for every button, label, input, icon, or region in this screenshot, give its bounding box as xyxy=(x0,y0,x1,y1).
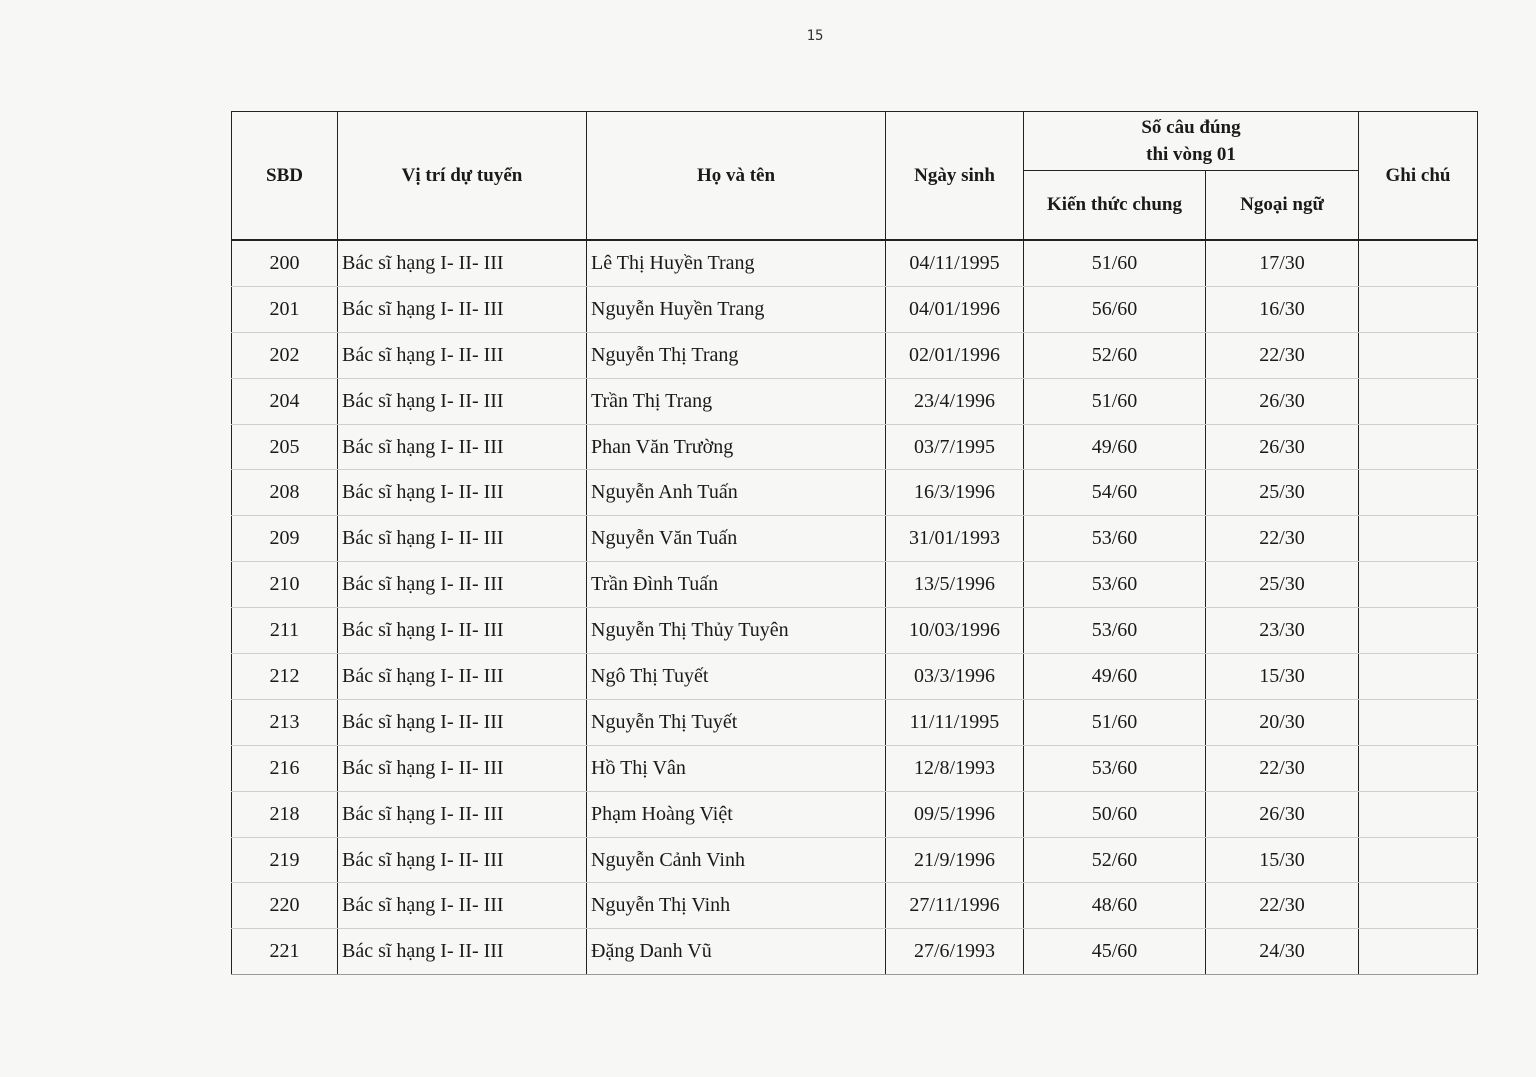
cell-sbd: 221 xyxy=(232,929,338,975)
cell-position: Bác sĩ hạng I- II- III xyxy=(338,791,587,837)
cell-general-knowledge: 49/60 xyxy=(1024,424,1206,470)
cell-note xyxy=(1359,562,1478,608)
cell-dob: 12/8/1993 xyxy=(886,745,1024,791)
cell-note xyxy=(1359,286,1478,332)
cell-sbd: 211 xyxy=(232,608,338,654)
cell-dob: 27/11/1996 xyxy=(886,883,1024,929)
cell-general-knowledge: 51/60 xyxy=(1024,240,1206,286)
cell-name: Trần Đình Tuấn xyxy=(587,562,886,608)
cell-position: Bác sĩ hạng I- II- III xyxy=(338,240,587,286)
results-table-container xyxy=(231,111,1477,975)
cell-dob: 04/11/1995 xyxy=(886,240,1024,286)
cell-note xyxy=(1359,378,1478,424)
results-table xyxy=(231,111,1478,975)
cell-position: Bác sĩ hạng I- II- III xyxy=(338,470,587,516)
cell-sbd: 208 xyxy=(232,470,338,516)
cell-foreign-language: 15/30 xyxy=(1206,837,1359,883)
cell-general-knowledge: 45/60 xyxy=(1024,929,1206,975)
table-row xyxy=(232,745,1478,791)
header-foreign-language: Ngoại ngữ xyxy=(1206,171,1359,241)
table-row xyxy=(232,654,1478,700)
cell-position: Bác sĩ hạng I- II- III xyxy=(338,654,587,700)
cell-dob: 27/6/1993 xyxy=(886,929,1024,975)
cell-general-knowledge: 48/60 xyxy=(1024,883,1206,929)
cell-general-knowledge: 53/60 xyxy=(1024,516,1206,562)
cell-dob: 23/4/1996 xyxy=(886,378,1024,424)
cell-position: Bác sĩ hạng I- II- III xyxy=(338,883,587,929)
cell-foreign-language: 23/30 xyxy=(1206,608,1359,654)
cell-name: Phạm Hoàng Việt xyxy=(587,791,886,837)
cell-foreign-language: 17/30 xyxy=(1206,240,1359,286)
cell-sbd: 220 xyxy=(232,883,338,929)
cell-general-knowledge: 56/60 xyxy=(1024,286,1206,332)
cell-position: Bác sĩ hạng I- II- III xyxy=(338,516,587,562)
header-general-knowledge: Kiến thức chung xyxy=(1024,171,1206,241)
cell-general-knowledge: 52/60 xyxy=(1024,332,1206,378)
page-number: 15 xyxy=(806,28,824,44)
table-body xyxy=(232,240,1478,975)
cell-dob: 31/01/1993 xyxy=(886,516,1024,562)
cell-foreign-language: 25/30 xyxy=(1206,562,1359,608)
cell-position: Bác sĩ hạng I- II- III xyxy=(338,699,587,745)
cell-note xyxy=(1359,470,1478,516)
cell-foreign-language: 15/30 xyxy=(1206,654,1359,700)
cell-name: Ngô Thị Tuyết xyxy=(587,654,886,700)
header-name: Họ và tên xyxy=(587,112,886,241)
cell-name: Nguyễn Thị Trang xyxy=(587,332,886,378)
cell-dob: 16/3/1996 xyxy=(886,470,1024,516)
cell-foreign-language: 26/30 xyxy=(1206,424,1359,470)
cell-position: Bác sĩ hạng I- II- III xyxy=(338,562,587,608)
table-row xyxy=(232,286,1478,332)
cell-name: Phan Văn Trường xyxy=(587,424,886,470)
table-header xyxy=(232,112,1478,241)
cell-general-knowledge: 51/60 xyxy=(1024,699,1206,745)
cell-position: Bác sĩ hạng I- II- III xyxy=(338,378,587,424)
cell-sbd: 219 xyxy=(232,837,338,883)
cell-dob: 03/7/1995 xyxy=(886,424,1024,470)
table-row xyxy=(232,837,1478,883)
table-row xyxy=(232,699,1478,745)
table-row xyxy=(232,470,1478,516)
cell-dob: 03/3/1996 xyxy=(886,654,1024,700)
cell-name: Hồ Thị Vân xyxy=(587,745,886,791)
cell-dob: 02/01/1996 xyxy=(886,332,1024,378)
cell-note xyxy=(1359,516,1478,562)
cell-sbd: 209 xyxy=(232,516,338,562)
cell-sbd: 204 xyxy=(232,378,338,424)
cell-foreign-language: 22/30 xyxy=(1206,516,1359,562)
cell-foreign-language: 16/30 xyxy=(1206,286,1359,332)
cell-foreign-language: 22/30 xyxy=(1206,332,1359,378)
cell-position: Bác sĩ hạng I- II- III xyxy=(338,424,587,470)
table-row xyxy=(232,883,1478,929)
cell-sbd: 202 xyxy=(232,332,338,378)
cell-dob: 11/11/1995 xyxy=(886,699,1024,745)
cell-name: Nguyễn Cảnh Vinh xyxy=(587,837,886,883)
table-row xyxy=(232,378,1478,424)
table-row xyxy=(232,608,1478,654)
cell-foreign-language: 25/30 xyxy=(1206,470,1359,516)
cell-sbd: 205 xyxy=(232,424,338,470)
cell-name: Đặng Danh Vũ xyxy=(587,929,886,975)
table-row xyxy=(232,929,1478,975)
cell-sbd: 216 xyxy=(232,745,338,791)
cell-dob: 09/5/1996 xyxy=(886,791,1024,837)
cell-name: Nguyễn Huyền Trang xyxy=(587,286,886,332)
cell-foreign-language: 22/30 xyxy=(1206,745,1359,791)
cell-note xyxy=(1359,883,1478,929)
cell-note xyxy=(1359,240,1478,286)
cell-position: Bác sĩ hạng I- II- III xyxy=(338,745,587,791)
header-dob: Ngày sinh xyxy=(886,112,1024,241)
table-row xyxy=(232,791,1478,837)
cell-general-knowledge: 50/60 xyxy=(1024,791,1206,837)
header-position: Vị trí dự tuyển xyxy=(338,112,587,241)
table-row xyxy=(232,332,1478,378)
cell-note xyxy=(1359,424,1478,470)
cell-foreign-language: 24/30 xyxy=(1206,929,1359,975)
cell-note xyxy=(1359,791,1478,837)
table-row xyxy=(232,516,1478,562)
cell-name: Nguyễn Thị Tuyết xyxy=(587,699,886,745)
cell-sbd: 218 xyxy=(232,791,338,837)
cell-dob: 04/01/1996 xyxy=(886,286,1024,332)
cell-foreign-language: 26/30 xyxy=(1206,378,1359,424)
cell-position: Bác sĩ hạng I- II- III xyxy=(338,286,587,332)
cell-name: Nguyễn Anh Tuấn xyxy=(587,470,886,516)
cell-general-knowledge: 53/60 xyxy=(1024,562,1206,608)
header-note: Ghi chú xyxy=(1359,112,1478,241)
cell-note xyxy=(1359,654,1478,700)
cell-dob: 21/9/1996 xyxy=(886,837,1024,883)
cell-dob: 13/5/1996 xyxy=(886,562,1024,608)
cell-position: Bác sĩ hạng I- II- III xyxy=(338,929,587,975)
cell-name: Nguyễn Thị Thủy Tuyên xyxy=(587,608,886,654)
cell-position: Bác sĩ hạng I- II- III xyxy=(338,837,587,883)
cell-general-knowledge: 51/60 xyxy=(1024,378,1206,424)
cell-note xyxy=(1359,608,1478,654)
cell-note xyxy=(1359,699,1478,745)
cell-foreign-language: 20/30 xyxy=(1206,699,1359,745)
cell-sbd: 213 xyxy=(232,699,338,745)
cell-sbd: 210 xyxy=(232,562,338,608)
cell-sbd: 212 xyxy=(232,654,338,700)
cell-foreign-language: 22/30 xyxy=(1206,883,1359,929)
cell-foreign-language: 26/30 xyxy=(1206,791,1359,837)
table-row xyxy=(232,424,1478,470)
cell-sbd: 201 xyxy=(232,286,338,332)
cell-dob: 10/03/1996 xyxy=(886,608,1024,654)
cell-name: Lê Thị Huyền Trang xyxy=(587,240,886,286)
cell-general-knowledge: 53/60 xyxy=(1024,745,1206,791)
cell-note xyxy=(1359,332,1478,378)
cell-general-knowledge: 54/60 xyxy=(1024,470,1206,516)
cell-note xyxy=(1359,929,1478,975)
cell-name: Trần Thị Trang xyxy=(587,378,886,424)
cell-position: Bác sĩ hạng I- II- III xyxy=(338,608,587,654)
cell-general-knowledge: 49/60 xyxy=(1024,654,1206,700)
cell-general-knowledge: 53/60 xyxy=(1024,608,1206,654)
cell-name: Nguyễn Thị Vinh xyxy=(587,883,886,929)
cell-note xyxy=(1359,745,1478,791)
table-row xyxy=(232,240,1478,286)
cell-position: Bác sĩ hạng I- II- III xyxy=(338,332,587,378)
header-correct-answers: Số câu đúng thi vòng 01 xyxy=(1024,112,1359,171)
header-sbd: SBD xyxy=(232,112,338,241)
cell-sbd: 200 xyxy=(232,240,338,286)
cell-note xyxy=(1359,837,1478,883)
cell-name: Nguyễn Văn Tuấn xyxy=(587,516,886,562)
cell-general-knowledge: 52/60 xyxy=(1024,837,1206,883)
table-row xyxy=(232,562,1478,608)
